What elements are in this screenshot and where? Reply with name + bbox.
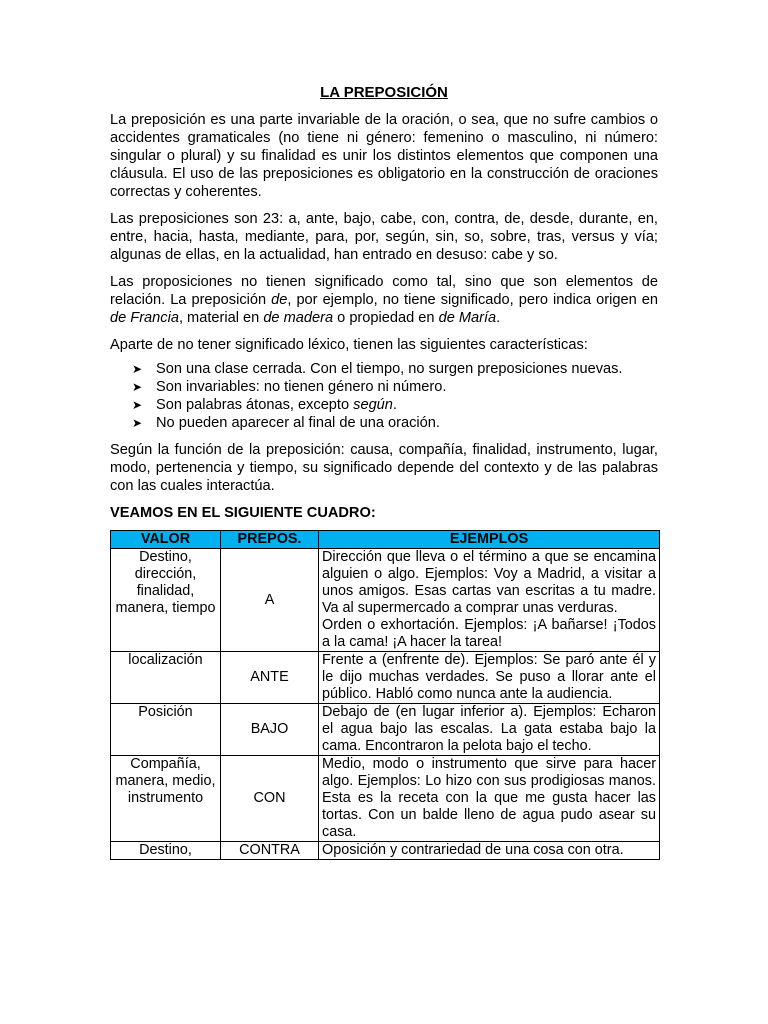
cell-prep: A xyxy=(221,549,319,652)
header-ejemplos: EJEMPLOS xyxy=(319,531,660,549)
list-item-text: Son una clase cerrada. Con el tiempo, no surgen preposiciones nuevas. xyxy=(156,361,623,377)
paragraph-definition xyxy=(110,111,658,201)
list-item xyxy=(132,378,658,396)
table-row xyxy=(111,704,660,756)
meaning-text-2: , sino que son elementos de relación. La preposición xyxy=(110,274,658,308)
list-item-text-end: . xyxy=(392,397,397,413)
cell-prep: BAJO xyxy=(221,704,319,756)
meaning-italic-4: de María xyxy=(438,310,497,326)
table-row xyxy=(111,652,660,704)
cell-ejemplos: Frente a (enfrente de). Ejemplos: Se paró ante él y le dijo muchas verdades. Se puso a llorar ante el público. Habló como nunca ante la audiencia. xyxy=(319,652,660,704)
paragraph-list-of-prepositions: Las preposiciones son 23: a, ante, bajo, cabe, con, contra, de, desde, durante, en, entre, hacia, hasta, mediante, para, por, según, sin, so, sobre, tras, versus y vía; algunas de ellas, en la actualidad, han entrado en desuso: cabe y so. xyxy=(110,211,658,263)
cell-ejemplos: Medio, modo o instrumento que sirve para hacer algo. Ejemplos: Lo hizo con sus prodigiosas manos. Esta es la receta con la que me gusta hacer las tortas. Con un balde lleno de agua pudo asear su casa. xyxy=(319,756,660,842)
table-subheading: VEAMOS EN EL SIGUIENTE CUADRO: xyxy=(110,505,376,521)
cell-valor: Destino, dirección, finalidad, manera, tiempo xyxy=(111,549,221,652)
arrow-bullet-icon: ➤ xyxy=(132,380,143,394)
meaning-italic-3: de madera xyxy=(263,310,334,326)
meaning-italic-1: de xyxy=(271,292,288,308)
example-text: Dirección que lleva o el término a que se encamina alguien o algo. Ejemplos: Voy a Madrid, a visitar a unos amigos. Esas cartas van escritas a tu madre. Va al supermercado a comprar unas verduras. xyxy=(322,549,656,616)
arrow-bullet-icon: ➤ xyxy=(132,416,143,430)
arrow-bullet-icon: ➤ xyxy=(132,398,143,412)
list-item xyxy=(132,360,658,378)
table-row xyxy=(111,842,660,860)
list-item-text: Son palabras átonas, excepto xyxy=(156,397,354,413)
cell-prep: CONTRA xyxy=(221,842,319,860)
characteristics-list xyxy=(110,360,658,432)
paragraph-function: Según la función de la preposición: causa, compañía, finalidad, instrumento, lugar, modo, pertenencia y tiempo, su significado depende del contexto y de las palabras con las cuales interactúa. xyxy=(110,442,658,494)
definition-lead: La preposición xyxy=(110,112,206,128)
cell-valor: Destino, xyxy=(111,842,221,860)
cell-valor: localización xyxy=(111,652,221,704)
header-valor: VALOR xyxy=(111,531,221,549)
list-item-text: No pueden aparecer al final de una oración. xyxy=(156,415,440,431)
paragraph-meaning xyxy=(110,273,658,327)
table-row xyxy=(111,549,660,652)
example-text-2: Orden o exhortación. Ejemplos: ¡A bañarse! ¡Todos a la cama! ¡A hacer la tarea! xyxy=(322,617,656,650)
cell-ejemplos: Oposición y contrariedad de una cosa con otra. xyxy=(319,842,660,860)
prepositions-table xyxy=(110,530,660,860)
meaning-italic-2: de Francia xyxy=(110,310,179,326)
list-item xyxy=(132,414,658,432)
arrow-bullet-icon: ➤ xyxy=(132,362,143,376)
cell-ejemplos xyxy=(319,549,660,652)
meaning-text-4: , material en xyxy=(178,310,264,326)
meaning-text-3: , por ejemplo, no tiene significado, pero indica origen en xyxy=(287,292,658,308)
list-item xyxy=(132,396,658,414)
table-header-row xyxy=(111,531,660,549)
paragraph-characteristics-intro: Aparte de no tener significado léxico, tienen las siguientes características: xyxy=(110,337,588,353)
list-item-text: Son invariables: no tienen género ni número. xyxy=(156,379,447,395)
meaning-text-6: . xyxy=(496,310,501,326)
definition-rest: es una parte invariable de la oración, o sea, que no sufre cambios o accidentes gramaticales (no tiene ni género: femenino o masculino, ni número: singular o plural) y su finalidad es unir los distintos elementos que componen una cláusula. El uso de las preposiciones es obligatorio en la construcción de oraciones correctas y coherentes. xyxy=(110,112,658,200)
meaning-text-5: o propiedad en xyxy=(333,310,439,326)
cell-prep: CON xyxy=(221,756,319,842)
cell-ejemplos: Debajo de (en lugar inferior a). Ejemplos: Echaron el agua bajo las escalas. La gata estaba bajo la cama. Encontraron la pelota bajo el techo. xyxy=(319,704,660,756)
header-prepos: PREPOS. xyxy=(221,531,319,549)
cell-valor: Compañía, manera, medio, instrumento xyxy=(111,756,221,842)
meaning-text-1: Las proposiciones no tienen significado como tal xyxy=(110,274,453,290)
cell-prep: ANTE xyxy=(221,652,319,704)
list-item-italic: según xyxy=(353,397,393,413)
page-title: LA PREPOSICIÓN xyxy=(320,84,448,101)
cell-valor: Posición xyxy=(111,704,221,756)
table-row xyxy=(111,756,660,842)
